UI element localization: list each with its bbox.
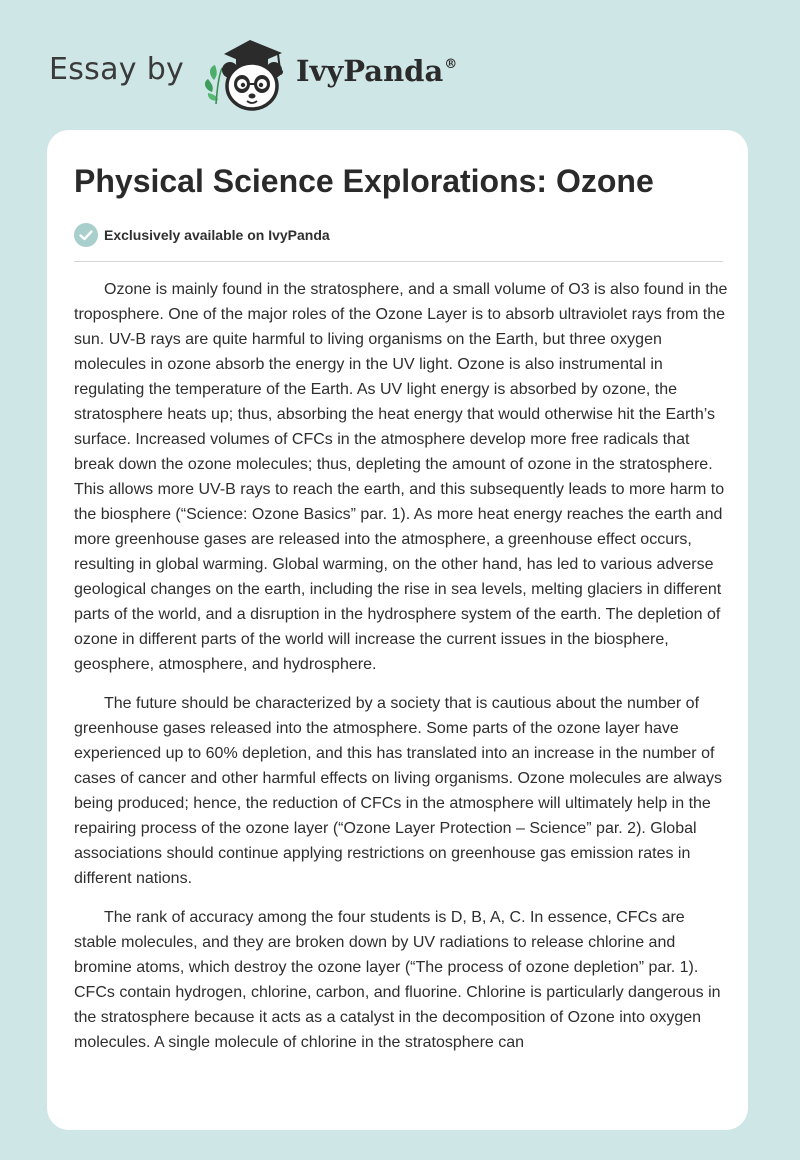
panda-graduate-icon[interactable] <box>200 34 292 114</box>
availability-badge <box>74 222 330 248</box>
brand-prefix: Essay by <box>49 52 185 87</box>
essay-card <box>47 130 748 1130</box>
divider <box>74 261 723 262</box>
page-title: Physical Science Explorations: Ozone <box>74 163 654 199</box>
availability-text: Exclusively available on IvyPanda <box>104 227 330 243</box>
brand-name-text: IvyPanda <box>296 54 444 88</box>
registered-mark: ® <box>444 57 458 72</box>
check-circle-icon <box>74 223 98 247</box>
paragraph: The future should be characterized by a society that is cautious about the number of greenhouse gases released into the atmosphere. Some parts of the ozone layer have experienced up to 60% depletion, and this has translated into an increase in the number of cases of cancer and other harmful effects on living organisms. Ozone molecules are always being produced; hence, the reduction of CFCs in the atmosphere will ultimately help in the repairing process of the ozone layer (“Ozone Layer Protection – Science” par. 2). Global associations should continue applying restrictions on greenhouse gas emission rates in different nations. <box>74 695 723 887</box>
site-header <box>0 0 800 130</box>
brand-name[interactable] <box>296 54 457 88</box>
paragraph: Ozone is mainly found in the stratosphere, and a small volume of O3 is also found in the troposphere. One of the major roles of the Ozone Layer is to absorb ultraviolet rays from the sun. UV-B rays are quite harmful to living organisms on the Earth, but three oxygen molecules in ozone absorb the energy in the UV light. Ozone is also instrumental in regulating the temperature of the Earth. As UV light energy is absorbed by ozone, the stratosphere heats up; thus, absorbing the heat energy that would otherwise hit the Earth’s surface. Increased volumes of CFCs in the atmosphere develop more free radicals that break down the ozone molecules; thus, depleting the amount of ozone in the stratosphere. This allows more UV-B rays to reach the earth, and this subsequently leads to more harm to the biosphere (“Science: Ozone Basics” par. 1). As more heat energy reaches the earth and more greenhouse gases are released into the atmosphere, a greenhouse effect occurs, resulting in global warming. Global warming, on the other hand, has led to various adverse geological changes on the earth, including the rise in sea levels, melting glaciers in different parts of the world, and a disruption in the hydrosphere system of the earth. The depletion of ozone in different parts of the world will increase the current issues in the biosphere, geosphere, atmosphere, and hydrosphere. <box>74 281 728 673</box>
essay-body <box>74 277 728 1069</box>
paragraph: The rank of accuracy among the four students is D, B, A, C. In essence, CFCs are stable molecules, and they are broken down by UV radiations to release chlorine and bromine atoms, which destroy the ozone layer (“The process of ozone depletion” par. 1). CFCs contain hydrogen, chlorine, carbon, and fluorine. Chlorine is particularly dangerous in the stratosphere because it acts as a catalyst in the decomposition of Ozone into oxygen molecules. A single molecule of chlorine in the stratosphere can <box>74 909 721 1051</box>
